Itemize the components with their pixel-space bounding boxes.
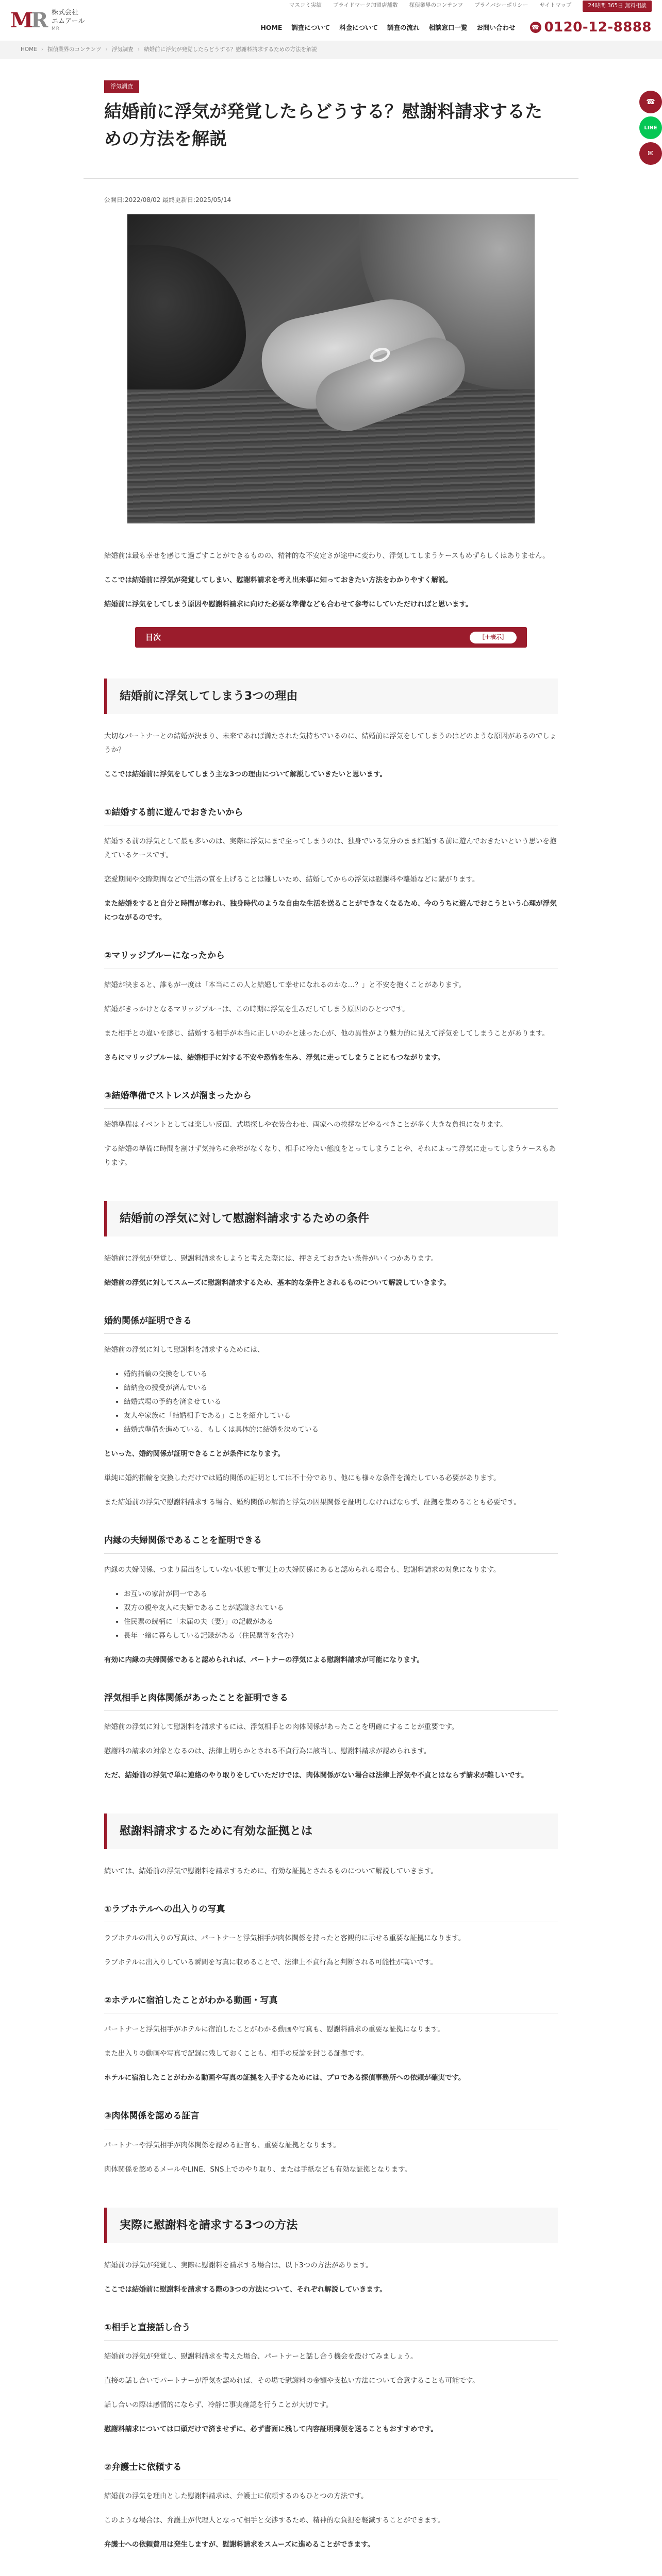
table-of-contents [135, 627, 527, 648]
list-item: • 結婚式準備を進めている、もしくは具体的に結婚を決めている [124, 1423, 558, 1437]
nav-area [134, 1, 652, 40]
sub-navigation [289, 1, 652, 12]
subsection-paragraph: また相手との違いを感じ、結婚する相手が本当に正しいのかと迷った心が、他の異性がより魅力的に見えて浮気をしてしまうことがあります。 [104, 1029, 549, 1038]
list-item: • 長年一緒に暮らしている記録がある（住民票等を含む） [124, 1629, 558, 1643]
breadcrumb-separator: › [105, 46, 108, 53]
subsection-paragraph: ラブホテルの出入りの写真は、パートナーと浮気相手が肉体関係を持ったと客観的に示せる重要な証拠になります。 [104, 1934, 466, 1943]
subsection-paragraph: 結婚前の浮気を理由とした慰謝料請求は、弁護士に依頼するのもひとつの方法です。 [104, 2492, 368, 2501]
nav-flow[interactable]: 調査の流れ [387, 23, 420, 31]
company-name: 株式会社 [52, 8, 79, 16]
subsection-heading: 内縁の夫婦関係であることを証明できる [104, 1532, 558, 1553]
section-paragraph: ここでは結婚前に慰謝料を請求する際の3つの方法について、それぞれ解説していきます。 [104, 2285, 387, 2294]
nav-price[interactable]: 料金について [339, 23, 378, 31]
subsection-paragraph: 結婚前の浮気が発覚し、慰謝料請求を考えた場合、パートナーと話し合う機会を設けてみましょう。 [104, 2352, 418, 2361]
subsection-paragraph: 話し合いの際は感情的にならず、冷静に事実確認を行うことが大切です。 [104, 2401, 333, 2410]
subsection-heading: ①相手と直接話し合う [104, 2319, 558, 2341]
nav-home[interactable]: HOME [260, 23, 283, 31]
company-en: MR [52, 26, 60, 31]
subsection-paragraph: ただ、結婚前の浮気で単に連絡のやり取りをしていただけでは、肉体関係がない場合は法律上浮気や不貞とはならず請求が難しいです。 [104, 1771, 528, 1780]
category-badge[interactable]: 浮気調査 [104, 80, 139, 93]
breadcrumb-current: 結婚前に浮気が発覚したらどうする？慰謝料請求するための方法を解説 [143, 46, 317, 53]
section-paragraph: ここでは結婚前に浮気をしてしまう主な3つの理由について解説していきたいと思います。 [104, 770, 387, 779]
section-heading: 慰謝料請求するために有効な証拠とは [104, 1814, 558, 1849]
subsection-paragraph: ラブホテルに出入りしている瞬間を写真に収めることで、法律上不貞行為と判断される可能性が高いです。 [104, 1958, 437, 1967]
subsection-paragraph: パートナーと浮気相手がホテルに宿泊したことがわかる動画や写真も、慰謝料請求の重要な証拠になります。 [104, 2025, 444, 2034]
subsection-paragraph: 弁護士への依頼費用は発生しますが、慰謝料請求をスムーズに進めることができます。 [104, 2540, 375, 2549]
list-item: • 友人や家族に「結婚相手である」ことを紹介している [124, 1409, 558, 1423]
list-item: • 結婚式場の予約を済ませている [124, 1395, 558, 1409]
mail-icon[interactable]: ✉ [639, 142, 662, 165]
subnav-sitemap[interactable]: サイトマップ [539, 2, 572, 8]
subsection-heading: ②マリッジブルーになったから [104, 947, 558, 969]
section-heading: 実際に慰謝料を請求する3つの方法 [104, 2208, 558, 2243]
subsection-paragraph: このような場合は、弁護士が代理人となって相手と交渉するため、精神的な負担を軽減することができます。 [104, 2516, 444, 2525]
list-item: • 双方の親や友人に夫婦であることが認識されている [124, 1601, 558, 1615]
subnav-privacy[interactable]: プライバシーポリシー [474, 2, 528, 8]
divider [84, 178, 578, 179]
subsection-paragraph: また結婚前の浮気で慰謝料請求する場合、婚約関係の解消と浮気の因果関係を証明しなければならず、証拠を集めることも必要です。 [104, 1498, 521, 1507]
nav-contact[interactable]: お問い合わせ [476, 23, 516, 31]
article [84, 59, 578, 2576]
logo-mark-r: R [31, 8, 48, 32]
subnav-media[interactable]: マスコミ実績 [289, 2, 322, 8]
page-title: 結婚前に浮気が発覚したらどうする？慰謝料請求するための方法を解説 [104, 101, 542, 149]
subsection-paragraph: ホテルに宿泊したことがわかる動画や写真の証拠を入手するためには、プロである探偵事務所への依頼が確実です。 [104, 2074, 466, 2082]
subsection-paragraph: 有効に内縁の夫婦関係であると認められれば、パートナーの浮気による慰謝料請求が可能になります。 [104, 1655, 424, 1664]
subsection-heading: ①ラブホテルへの出入りの写真 [104, 1901, 558, 1922]
intro-paragraph: 結婚前に浮気をしてしまう原因や慰謝料請求に向けた必要な準備なども合わせて参考にしていただければと思います。 [104, 600, 473, 609]
section-paragraph: 結婚前の浮気が発覚し、実際に慰謝料を請求する場合は、以下3つの方法があります。 [104, 2261, 373, 2269]
section-paragraph: 大切なパートナーとの結婚が決まり、未来であれば満たされた気持ちでいるのに、結婚前に浮気をしてしまうのはどのような原因があるのでしょうか？ [104, 732, 557, 755]
breadcrumb [0, 41, 662, 59]
subsection-paragraph: 結婚前の浮気に対して慰謝料を請求するには、浮気相手との肉体関係があったことを明確にすることが重要です。 [104, 1722, 459, 1731]
header-tel[interactable] [530, 15, 652, 40]
subsection-paragraph: といった、婚約関係が証明できることが条件になります。 [104, 1450, 285, 1459]
toc-toggle-button[interactable]: ［＋表示］ [470, 632, 517, 643]
subsection-paragraph: 慰謝料の請求の対象となるのは、法律上明らかとされる不貞行為に該当し、慰謝料請求が認められます。 [104, 1747, 431, 1755]
section-paragraph: 結婚前の浮気に対してスムーズに慰謝料請求するため、基本的な条件とされるものについて解説していきます。 [104, 1278, 451, 1287]
site-header [0, 0, 662, 41]
hero-sleeve [127, 245, 246, 389]
subsection-paragraph: 直接の話し合いでパートナーが浮気を認めれば、その場で慰謝料の金額や支払い方法について合意することも可能です。 [104, 2377, 479, 2385]
subsection-heading: ③結婚準備でストレスが溜まったから [104, 1088, 558, 1109]
logo-mark [10, 9, 46, 32]
subsection-heading: ③肉体関係を認める証言 [104, 2108, 558, 2129]
breadcrumb-home[interactable]: HOME [21, 46, 37, 53]
subsection-heading: 婚約関係が証明できる [104, 1313, 558, 1334]
subnav-contents[interactable]: 探偵業界のコンテンツ [409, 2, 464, 8]
section-heading: 結婚前の浮気に対して慰謝料請求するための条件 [104, 1201, 558, 1236]
phone-icon[interactable]: ☎ [639, 91, 662, 113]
logo-mark-m: M [10, 8, 34, 32]
article-sections [104, 679, 558, 2576]
section-paragraph: 続いては、結婚前の浮気で慰謝料を請求するために、有効な証拠とされるものについて解説していきます。 [104, 1867, 438, 1875]
tel-number: 0120-12-8888 [544, 19, 652, 35]
list-item: • 結納金の授受が済んでいる [124, 1381, 558, 1395]
phone-icon: ☎ [530, 22, 541, 33]
subsection-paragraph: 慰謝料請求については口頭だけで済ませずに、必ず書面に残して内容証明郵便を送ることもおすすめです。 [104, 2425, 438, 2434]
floating-contact-icons [639, 91, 662, 165]
article-dates: 公開日:2022/08/02 最終更新日:2025/05/14 [104, 196, 231, 204]
subsection-paragraph: する結婚の準備に時間を割けず気持ちに余裕がなくなり、相手に冷たい態度をとってしまうことや、それによって浮気に走ってしまうケースもあります。 [104, 1144, 556, 1167]
toc-header [135, 627, 527, 648]
intro-paragraph: 結婚前は最も幸せを感じて過ごすことができるものの、精神的な不安定さが途中に変わり、浮気してしまうケースもめずらしくはありません。 [104, 552, 550, 561]
bullet-list [114, 1367, 558, 1437]
subsection-heading: ①結婚する前に遊んでおきたいから [104, 804, 558, 825]
toc-title: 目次 [145, 632, 161, 642]
intro-paragraph: ここでは結婚前に浮気が発覚してしまい、慰謝料請求を考え出来事に知っておきたい方法をわかりやすく解説。 [104, 576, 452, 585]
section-heading: 結婚前に浮気してしまう3つの理由 [104, 679, 558, 714]
list-item: • 住民票の続柄に「未届の夫（妻）」の記載がある [124, 1615, 558, 1629]
site-logo[interactable] [10, 9, 134, 32]
company-name-2: エムアール [52, 17, 85, 25]
section-paragraph: 結婚前に浮気が発覚し、慰謝料請求をしようと考えた際には、押さえておきたい条件がいくつかあります。 [104, 1254, 438, 1263]
hero-image [127, 214, 535, 523]
subsection-paragraph: また結婚をすると自分と時間が奪われ、独身時代のような自由な生活を送ることができなくなるため、今のうちに遊んでおこうという心理が浮気につながるのです。 [104, 900, 557, 922]
subsection-paragraph: 内縁の夫婦関係、つまり届出をしていない状態で事実上の夫婦関係にあると認められる場合も、慰謝料請求の対象になります。 [104, 1565, 501, 1574]
bullet-list [114, 1587, 558, 1643]
subsection-paragraph: 結婚がきっかけとなるマリッジブルーは、この時期に浮気を生みだしてしまう原因のひとつです。 [104, 1005, 409, 1013]
subsection-paragraph: 結婚準備はイベントとしては楽しい反面、式場探しや衣装合わせ、両家への挨拶などやるべきことが多く大きな負担になります。 [104, 1120, 507, 1129]
subsection-heading: ②ホテルに宿泊したことがわかる動画・写真 [104, 1992, 558, 2013]
subnav-bridemark[interactable]: ブライドマーク加盟店舗数 [333, 2, 398, 8]
nav-offices[interactable]: 相談窓口一覧 [428, 23, 468, 31]
nav-investigation[interactable]: 調査について [291, 23, 330, 31]
list-item: • 婚約指輪の交換をしている [124, 1367, 558, 1381]
main-navigation [260, 15, 652, 40]
subsection-paragraph: 結婚する前の浮気として最も多いのは、実際に浮気にまで至ってしまうのは、独身でいる気分のまま結婚する前に遊んでおきたいという思いを抱えているケースです。 [104, 837, 557, 860]
breadcrumb-separator: › [137, 46, 140, 53]
breadcrumb-separator: › [41, 46, 44, 53]
subsection-paragraph: 恋愛期間や交際期間などで生活の質を上げることは難しいため、結婚してからの浮気は慰謝料や離婚などに繋がります。 [104, 875, 479, 884]
logo-text [52, 9, 85, 32]
subsection-paragraph: 結婚が決まると、誰もが一度は「本当にこの人と結婚して幸せになれるのかな…？」と不安を抱くことがあります。 [104, 980, 466, 989]
subsection-paragraph: また出入りの動画や写真で記録に残しておくことも、相手の反論を封じる証拠です。 [104, 2049, 368, 2058]
free-consult-badge: 24時間 365日 無料相談 [583, 1, 652, 12]
breadcrumb-category[interactable]: 浮気調査 [111, 46, 134, 53]
subsection-paragraph: パートナーや浮気相手が肉体関係を認める証言も、重要な証拠となります。 [104, 2141, 340, 2149]
subsection-paragraph: さらにマリッジブルーは、結婚相手に対する不安や恐怖を生み、浮気に走ってしまうことにもつながります。 [104, 1053, 445, 1062]
subsection-paragraph: 結婚前の浮気に対して慰謝料を請求するためには、 [104, 1346, 264, 1354]
subsection-paragraph: 単純に婚約指輪を交換しただけでは婚約関係の証明としては不十分であり、他にも様々な条件を満たしている必要があります。 [104, 1474, 501, 1483]
line-icon[interactable]: LINE [639, 116, 662, 139]
breadcrumb-contents[interactable]: 探偵業界のコンテンツ [47, 46, 102, 53]
subsection-heading: 浮気相手と肉体関係があったことを証明できる [104, 1690, 558, 1711]
subsection-paragraph: 肉体関係を認めるメールやLINE、SNS上でのやり取り、または手紙なども有効な証拠となります。 [104, 2165, 412, 2174]
list-item: • お互いの家計が同一である [124, 1587, 558, 1601]
subsection-heading: ②弁護士に依頼する [104, 2459, 558, 2480]
